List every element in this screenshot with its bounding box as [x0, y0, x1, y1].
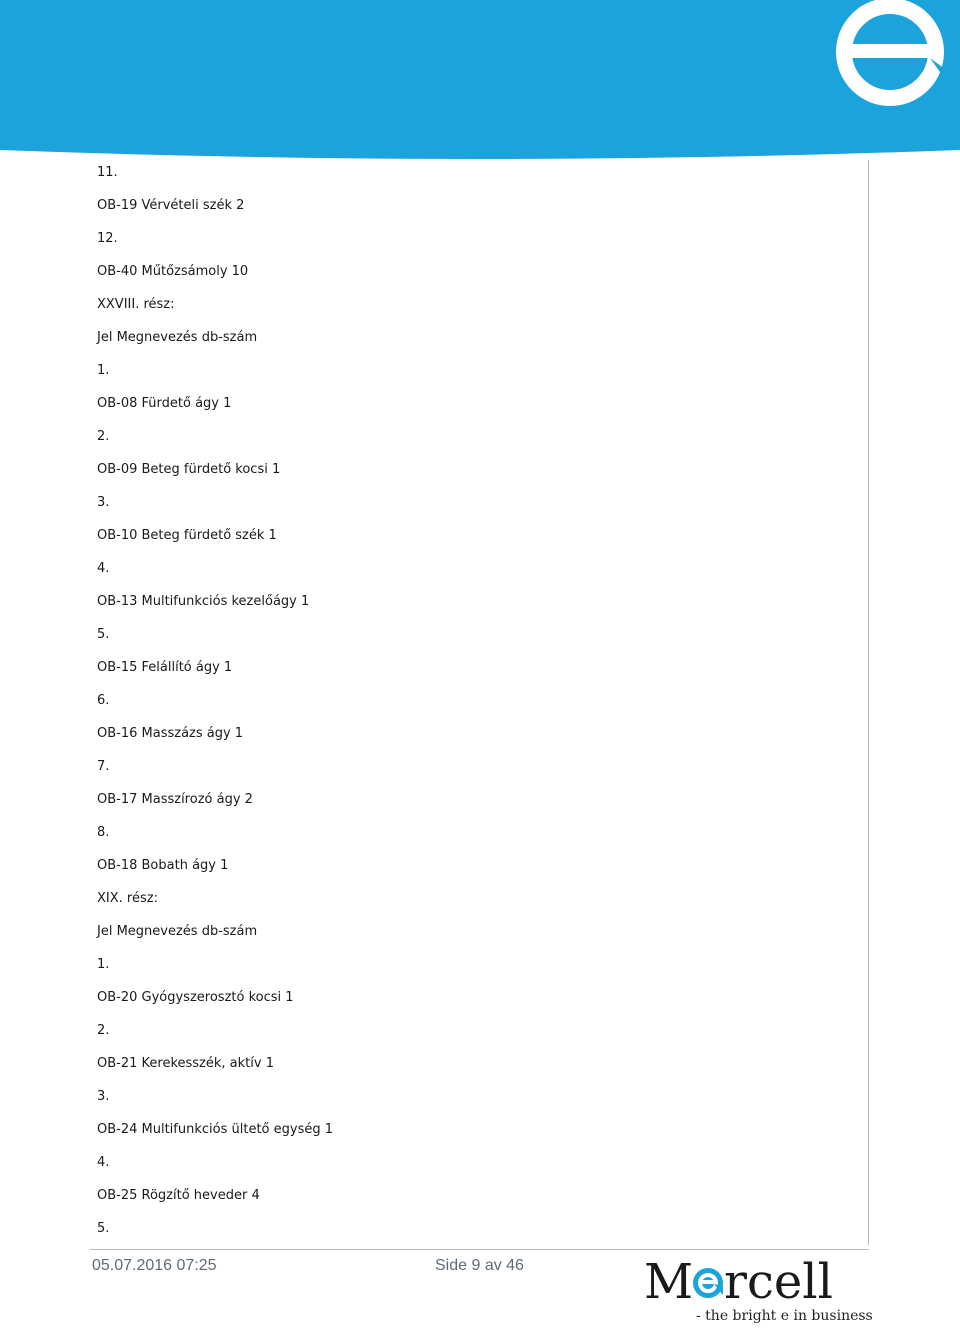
- footer-divider: [90, 1249, 869, 1250]
- content-line: OB-24 Multifunkciós ültető egység 1: [97, 1122, 333, 1137]
- header-band-shape: [0, 0, 960, 159]
- header-graphic: [0, 0, 960, 165]
- content-line: 1.: [97, 957, 110, 972]
- content-line: 2.: [97, 1023, 110, 1038]
- brand-e-icon: [693, 1268, 723, 1298]
- content-line: OB-16 Masszázs ágy 1: [97, 726, 244, 741]
- content-line: 4.: [97, 561, 110, 576]
- content-line: OB-08 Fürdető ágy 1: [97, 396, 232, 411]
- content-line: Jel Megnevezés db-szám: [97, 924, 258, 939]
- tagline: - the bright e in business: [696, 1308, 873, 1324]
- content-line: 5.: [97, 627, 110, 642]
- content-line: OB-25 Rögzítő heveder 4: [97, 1188, 260, 1203]
- content-line: 5.: [97, 1221, 110, 1236]
- content-line: Jel Megnevezés db-szám: [97, 330, 258, 345]
- content-line: 6.: [97, 693, 110, 708]
- content-line: 12.: [97, 231, 118, 246]
- content-line: OB-17 Masszírozó ágy 2: [97, 792, 253, 807]
- content-line: XXVIII. rész:: [97, 297, 175, 312]
- content-line: OB-20 Gyógyszerosztó kocsi 1: [97, 990, 294, 1005]
- content-line: 3.: [97, 1089, 110, 1104]
- footer-page-number: Side 9 av 46: [435, 1257, 524, 1274]
- content-line: 4.: [97, 1155, 110, 1170]
- content-line: 1.: [97, 363, 110, 378]
- content-line: OB-40 Műtőzsámoly 10: [97, 264, 249, 279]
- content-line: 2.: [97, 429, 110, 444]
- content-line: OB-10 Beteg fürdető szék 1: [97, 528, 277, 543]
- content-line: 7.: [97, 759, 110, 774]
- content-line: OB-15 Felállító ágy 1: [97, 660, 233, 675]
- content-line: OB-09 Beteg fürdető kocsi 1: [97, 462, 281, 477]
- content-line: OB-21 Kerekesszék, aktív 1: [97, 1056, 274, 1071]
- content-line: OB-18 Bobath ágy 1: [97, 858, 229, 873]
- content-line: 3.: [97, 495, 110, 510]
- footer-date: 05.07.2016 07:25: [92, 1257, 217, 1274]
- content-line: OB-19 Vérvételi szék 2: [97, 198, 245, 213]
- brand-text-rcell: rcell: [724, 1254, 833, 1310]
- content-line: 8.: [97, 825, 110, 840]
- content-line: OB-13 Multifunkciós kezelőágy 1: [97, 594, 310, 609]
- content-line: XIX. rész:: [97, 891, 158, 906]
- header-band: [0, 0, 960, 165]
- content-list: [97, 161, 333, 1250]
- content-line: 11.: [97, 165, 118, 180]
- brand-text-m: M: [644, 1254, 694, 1310]
